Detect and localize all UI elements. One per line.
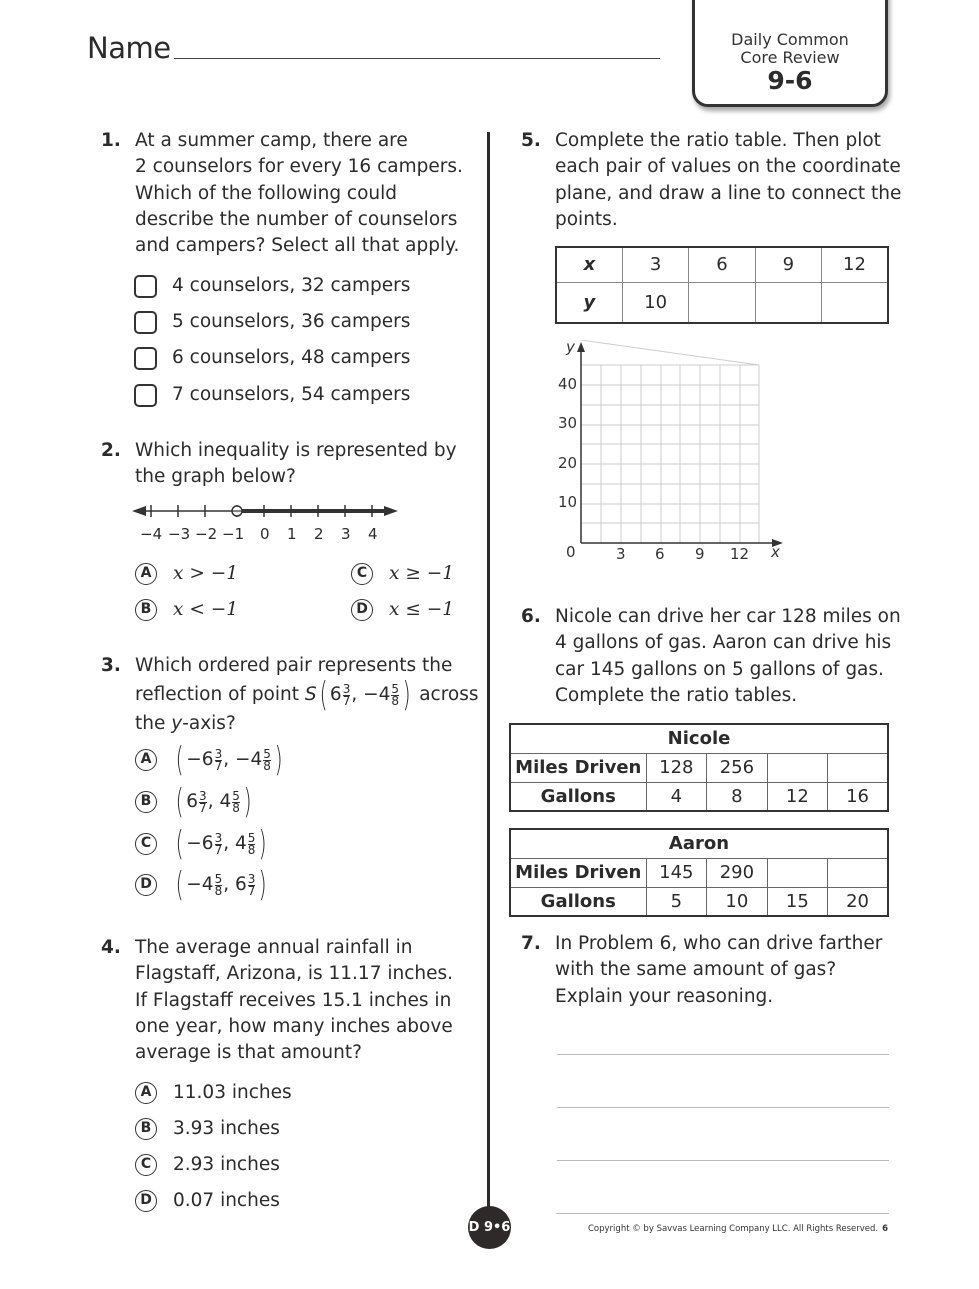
name-input-line[interactable] — [174, 58, 660, 59]
ratio-table-xy: x 3 6 9 12 y 10 — [555, 246, 889, 324]
choice-d[interactable]: D x ≤ −1 — [351, 597, 454, 623]
question-text-line: At a summer camp, there are — [135, 130, 408, 151]
question-text-line: plane, and draw a line to connect the — [555, 182, 902, 204]
question-text-line: Flagstaff, Arizona, is 11.17 inches. — [135, 963, 454, 985]
blank-cell[interactable] — [828, 753, 888, 782]
checkbox-option[interactable]: 4 counselors, 32 campers — [134, 273, 410, 299]
checkbox-option[interactable]: 5 counselors, 36 campers — [134, 309, 410, 335]
question-text-line: car 145 gallons on 5 gallons of gas. — [555, 658, 884, 680]
circle-b-icon[interactable]: B — [135, 599, 157, 621]
checkbox-option[interactable]: 7 counselors, 54 campers — [134, 382, 410, 408]
question-text-line: Which ordered pair represents the — [135, 655, 453, 676]
x-tick: 6 — [655, 545, 665, 563]
answer-line[interactable] — [557, 1107, 889, 1108]
checkbox-option[interactable]: 6 counselors, 48 campers — [134, 345, 410, 371]
question-text-line: the y-axis? — [135, 713, 236, 735]
checkbox-icon[interactable] — [134, 311, 157, 334]
question-text-line: Complete the ratio tables. — [555, 684, 798, 706]
footer-line — [556, 1213, 889, 1214]
question-text-line: with the same amount of gas? — [555, 959, 837, 981]
origin-label: 0 — [566, 543, 576, 561]
question-text-line: Nicole can drive her car 128 miles on — [555, 606, 901, 627]
question-text-line: and campers? Select all that apply. — [135, 235, 460, 257]
question-number: 2. — [101, 440, 121, 461]
question-number: 3. — [101, 655, 121, 676]
ratio-table-nicole: Nicole Miles Driven 128 256 Gallons 4 8 12 16 — [509, 723, 889, 812]
x-tick: 12 — [730, 545, 750, 563]
blank-cell[interactable] — [828, 858, 888, 887]
question-text-line: each pair of values on the coordinate — [555, 156, 901, 178]
x-tick: 9 — [695, 545, 705, 563]
choice-c[interactable]: C ( − 6 $\frac{3}{7}$ , 4 $\frac{5}{8}$ ) — [135, 829, 270, 859]
y-axis-label: y — [566, 338, 575, 356]
question-text-line: Which inequality is represented by — [135, 440, 457, 461]
question-number: 5. — [521, 130, 541, 151]
choice-c[interactable]: C 2.93 inches — [135, 1152, 280, 1178]
blank-cell[interactable] — [821, 282, 888, 323]
number-line — [130, 500, 405, 520]
circle-d-icon[interactable]: D — [135, 1190, 157, 1212]
answer-line[interactable] — [557, 1054, 889, 1055]
page-code-badge: D 9•6 — [468, 1206, 511, 1249]
question-number: 7. — [521, 933, 541, 954]
question-text-line: reflection of point S( 6 $\frac{3}{7}$ , −4 $\frac{5}{8}$ ) across — [135, 675, 479, 716]
question-text-line: In Problem 6, who can drive farther — [555, 933, 883, 954]
choice-d[interactable]: D ( − 4 $\frac{5}{8}$ , 6 $\frac{3}{7}$ ) — [135, 870, 270, 900]
question-text-line: average is that amount? — [135, 1042, 362, 1064]
checkbox-icon[interactable] — [134, 347, 157, 370]
question-text-line: the graph below? — [135, 466, 296, 488]
circle-d-icon[interactable]: D — [135, 874, 157, 896]
y-tick: 40 — [558, 375, 578, 393]
circle-d-icon[interactable]: D — [351, 599, 373, 621]
question-text-line: one year, how many inches above — [135, 1015, 453, 1037]
circle-c-icon[interactable]: C — [351, 563, 373, 585]
choice-d[interactable]: D 0.07 inches — [135, 1188, 280, 1214]
choice-a[interactable]: A ( − 6 $\frac{3}{7}$ , − 4 $\frac{5}{8}$ ) — [135, 745, 285, 775]
question-text-line: describe the number of counselors — [135, 208, 458, 230]
question-text-line: Complete the ratio table. Then plot — [555, 130, 881, 151]
checkbox-icon[interactable] — [134, 384, 157, 407]
x-tick: 3 — [616, 545, 626, 563]
circle-b-icon[interactable]: B — [135, 791, 157, 813]
question-text-line: 2 counselors for every 16 campers. — [135, 156, 463, 178]
circle-a-icon[interactable]: A — [135, 1082, 157, 1104]
circle-c-icon[interactable]: C — [135, 1154, 157, 1176]
y-tick: 20 — [558, 454, 578, 472]
question-number: 4. — [101, 937, 121, 958]
question-text-line: Which of the following could — [135, 182, 398, 204]
x-axis-label: x — [771, 543, 780, 561]
question-text-line: If Flagstaff receives 15.1 inches in — [135, 989, 452, 1011]
badge-line2: Core Review — [740, 48, 840, 67]
choice-b[interactable]: B ( 6 $\frac{3}{7}$ , 4 $\frac{5}{8}$ ) — [135, 787, 254, 817]
y-tick: 30 — [558, 414, 578, 432]
checkbox-icon[interactable] — [134, 275, 157, 298]
choice-a[interactable]: A x > −1 — [135, 561, 238, 587]
name-label: Name — [87, 31, 171, 65]
y-tick: 10 — [558, 493, 578, 511]
answer-line[interactable] — [557, 1160, 889, 1161]
question-number: 6. — [521, 606, 541, 627]
coordinate-grid[interactable] — [576, 340, 786, 555]
circle-a-icon[interactable]: A — [135, 563, 157, 585]
copyright-text: Copyright © by Savvas Learning Company LLC. All Rights Reserved. 6 — [588, 1224, 889, 1234]
blank-cell[interactable] — [767, 858, 827, 887]
blank-cell[interactable] — [767, 753, 827, 782]
circle-c-icon[interactable]: C — [135, 833, 157, 855]
badge-line1: Daily Common — [731, 30, 849, 49]
circle-b-icon[interactable]: B — [135, 1118, 157, 1140]
question-text-line: 4 gallons of gas. Aaron can drive his — [555, 632, 892, 654]
blank-cell[interactable] — [755, 282, 821, 323]
choice-c[interactable]: C x ≥ −1 — [351, 561, 454, 587]
circle-a-icon[interactable]: A — [135, 749, 157, 771]
choice-b[interactable]: B 3.93 inches — [135, 1116, 280, 1142]
question-text-line: The average annual rainfall in — [135, 937, 413, 958]
question-number: 1. — [101, 130, 121, 151]
choice-b[interactable]: B x < −1 — [135, 597, 238, 623]
ratio-table-aaron: Aaron Miles Driven 145 290 Gallons 5 10 15 20 — [509, 828, 889, 917]
question-text-line: points. — [555, 208, 618, 230]
badge-lesson: 9-6 — [767, 66, 813, 95]
blank-cell[interactable] — [689, 282, 755, 323]
question-text-line: Explain your reasoning. — [555, 985, 774, 1007]
lesson-badge — [692, 0, 888, 107]
choice-a[interactable]: A 11.03 inches — [135, 1080, 292, 1106]
page-number: 6 — [882, 1224, 889, 1234]
column-divider — [487, 132, 490, 1217]
